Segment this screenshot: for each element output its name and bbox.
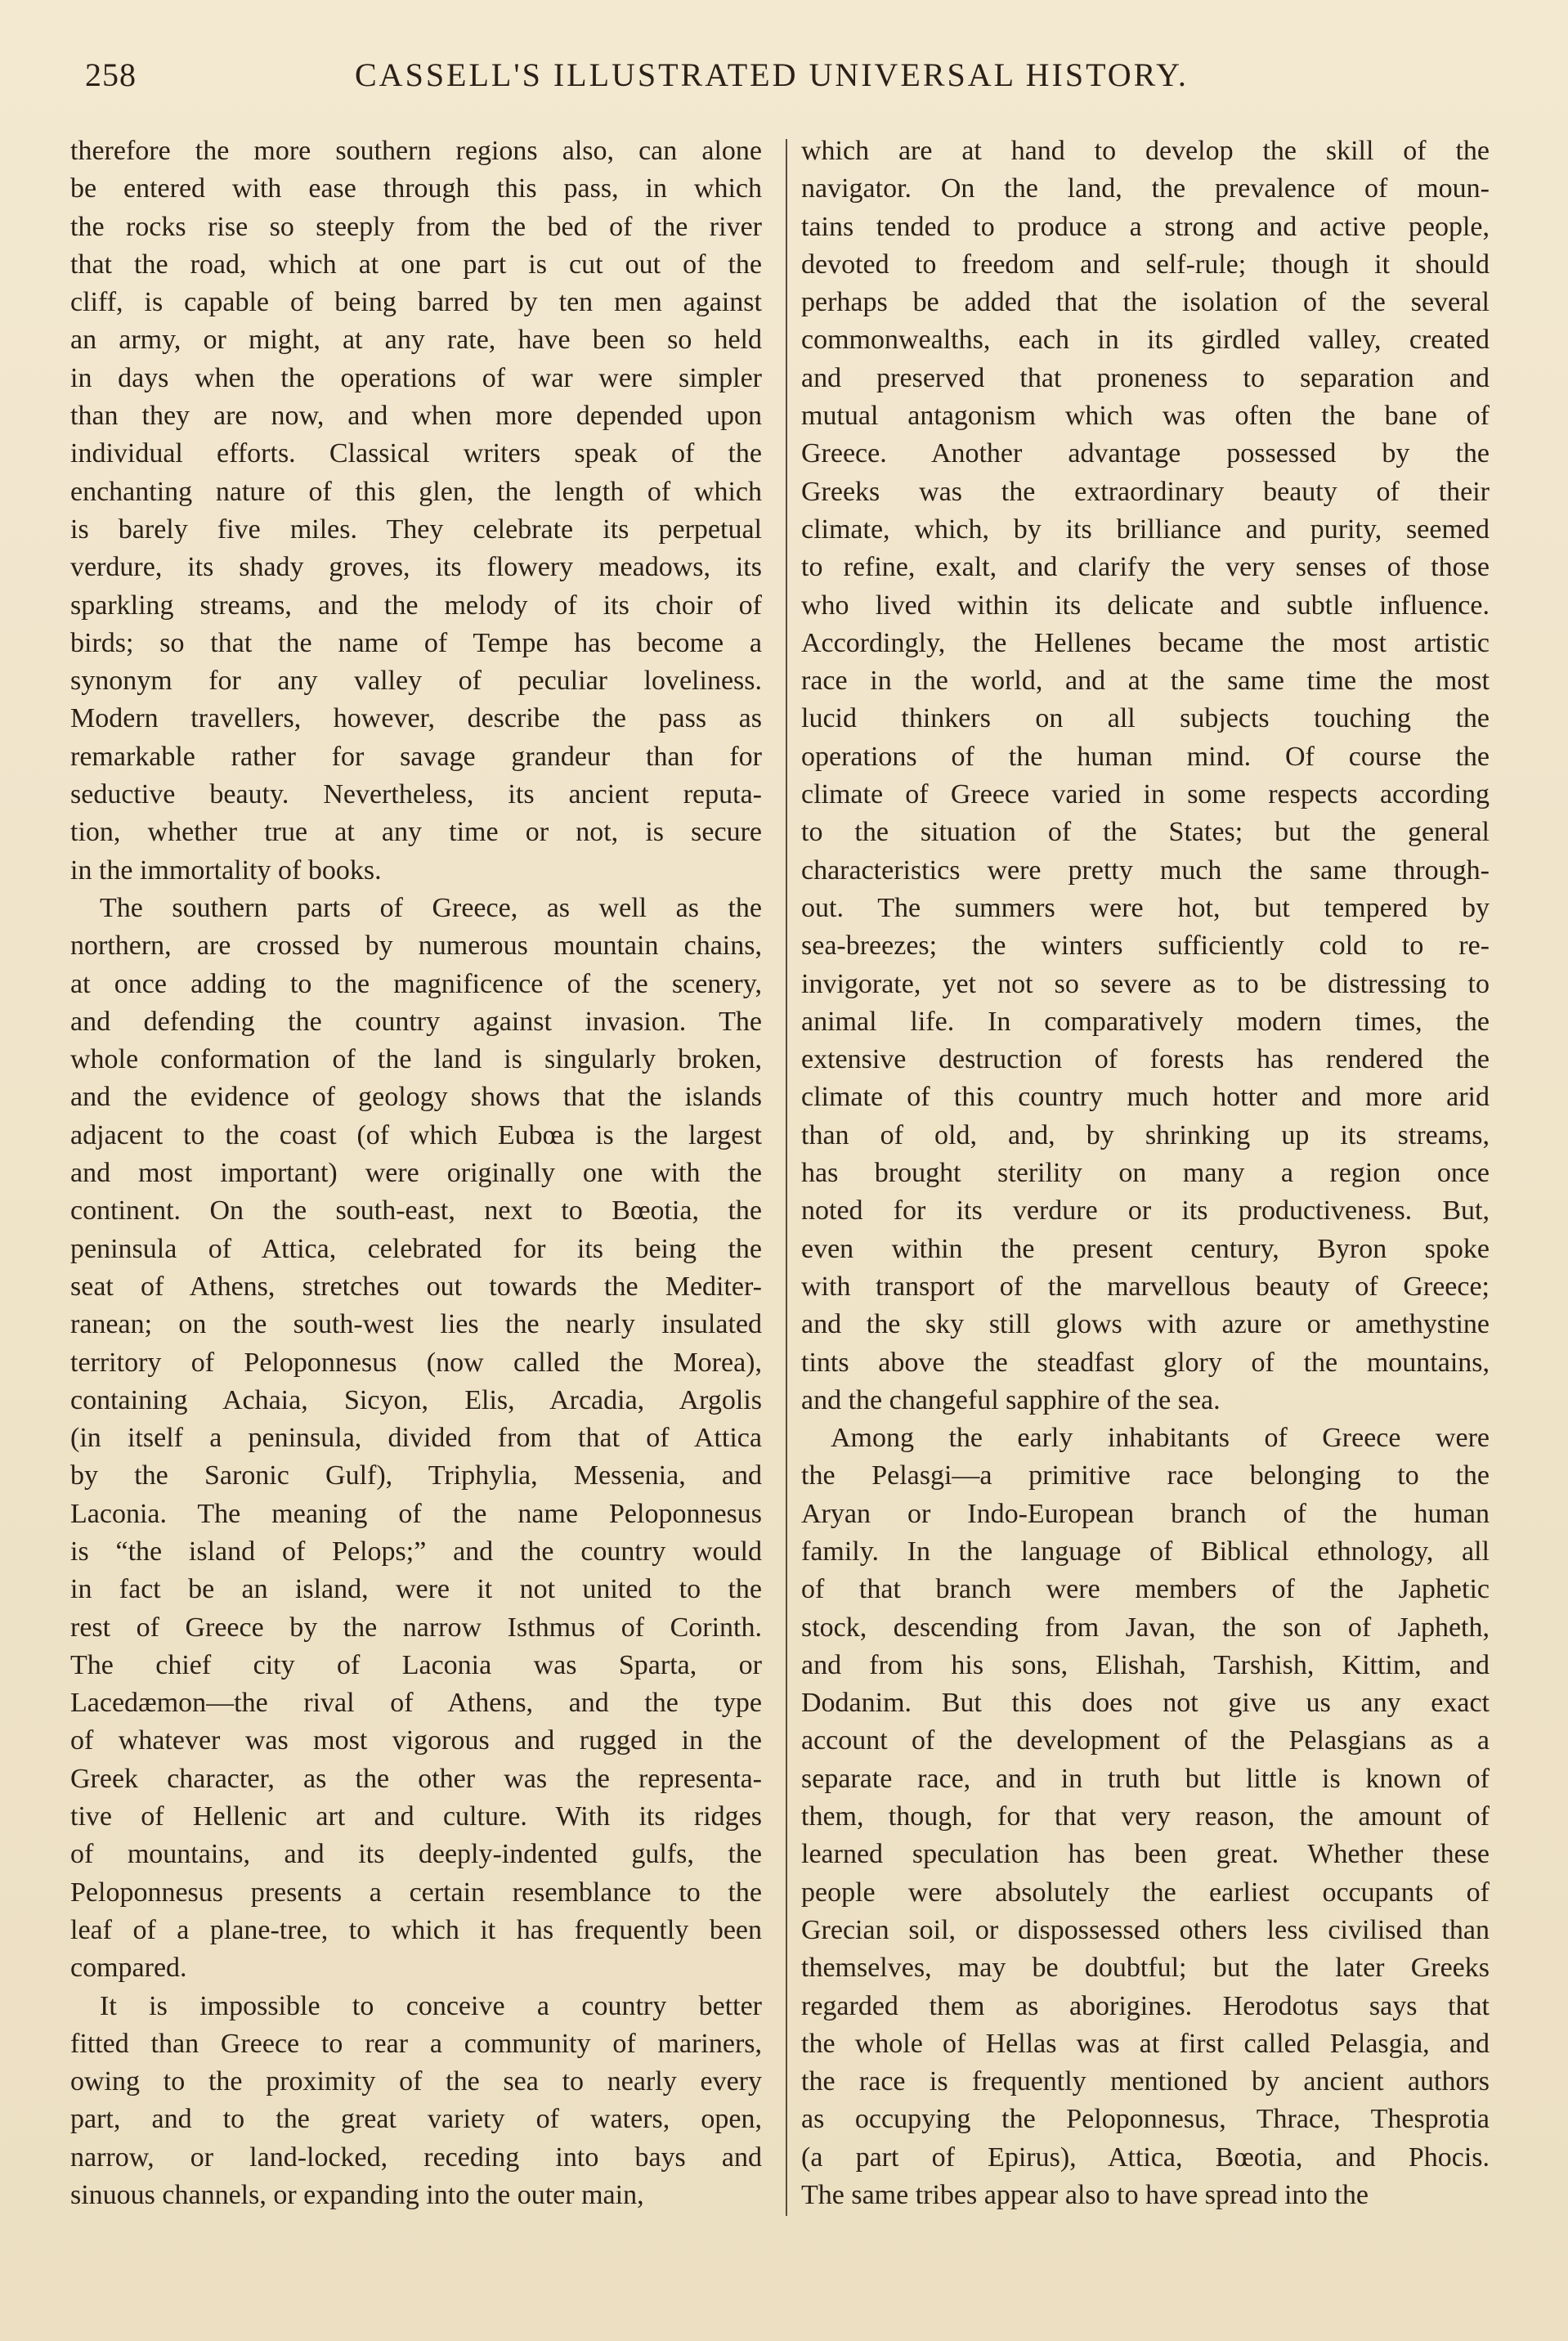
text-line: mutual antagonism which was often the bane of [801, 401, 1490, 432]
text-line: learned speculation has been great. Whether these [801, 1839, 1490, 1870]
text-line: the race is frequently mentioned by ancient authors [801, 2066, 1490, 2097]
text-line: Greek character, as the other was the representa- [70, 1763, 762, 1794]
text-line: and the sky still glows with azure or amethystine [801, 1309, 1490, 1340]
text-line: enchanting nature of this glen, the length of which [70, 476, 762, 507]
text-line: operations of the human mind. Of course the [801, 741, 1490, 772]
text-line: continent. On the south-east, next to Bœotia, the [70, 1195, 762, 1227]
text-line: an army, or might, at any rate, have been so held [70, 325, 762, 356]
right-column [801, 132, 1490, 2214]
text-line: tive of Hellenic art and culture. With its ridges [70, 1801, 762, 1832]
text-line: who lived within its delicate and subtle influence. [801, 590, 1490, 621]
text-line: compared. [70, 1953, 187, 1984]
text-line: whole conformation of the land is singularly broken, [70, 1044, 762, 1075]
text-line: by the Saronic Gulf), Triphylia, Messenia, and [70, 1460, 762, 1491]
text-line: than they are now, and when more depended upon [70, 401, 762, 432]
text-line: Among the early inhabitants of Greece were [831, 1423, 1490, 1454]
text-line: to the situation of the States; but the general [801, 817, 1490, 848]
text-line: individual efforts. Classical writers speak of the [70, 438, 762, 469]
text-line: is barely five miles. They celebrate its perpetual [70, 513, 762, 545]
text-line: cliff, is capable of being barred by ten men against [70, 287, 762, 318]
text-line: owing to the proximity of the sea to nearly every [70, 2066, 762, 2097]
text-line: the Pelasgi—a primitive race belonging to the [801, 1460, 1490, 1491]
text-line: rest of Greece by the narrow Isthmus of Corinth. [70, 1612, 762, 1643]
text-line: tion, whether true at any time or not, is secure [70, 817, 762, 848]
text-line: Peloponnesus presents a certain resemblance to the [70, 1877, 762, 1908]
text-line: Accordingly, the Hellenes became the most artistic [801, 627, 1490, 658]
text-line: commonwealths, each in its girdled valley, created [801, 325, 1490, 356]
text-line: fitted than Greece to rear a community of mariners, [70, 2028, 762, 2059]
text-line: with transport of the marvellous beauty of Greece; [801, 1271, 1490, 1302]
text-line: sea-breezes; the winters sufficiently cold to re- [801, 931, 1490, 962]
text-line: the whole of Hellas was at first called Pelasgia, and [801, 2028, 1490, 2059]
text-line: climate, which, by its brilliance and purity, seemed [801, 513, 1490, 545]
text-line: of that branch were members of the Japhetic [801, 1574, 1490, 1605]
text-line: (a part of Epirus), Attica, Bœotia, and Phocis. [801, 2141, 1490, 2173]
text-line: of mountains, and its deeply-indented gulfs, the [70, 1839, 762, 1870]
text-line: perhaps be added that the isolation of the several [801, 287, 1490, 318]
text-line: than of old, and, by shrinking up its streams, [801, 1119, 1490, 1150]
text-line: northern, are crossed by numerous mountain chains, [70, 931, 762, 962]
text-line: invigorate, yet not so severe as to be distressing to [801, 968, 1490, 999]
text-line: containing Achaia, Sicyon, Elis, Arcadia, Argolis [70, 1384, 762, 1415]
text-line: The chief city of Laconia was Sparta, or [70, 1649, 762, 1680]
text-line: peninsula of Attica, celebrated for its being the [70, 1233, 762, 1264]
text-line: sinuous channels, or expanding into the outer main, [70, 2180, 644, 2211]
text-line: remarkable rather for savage grandeur than for [70, 741, 762, 772]
text-line: family. In the language of Biblical ethnology, all [801, 1536, 1490, 1567]
text-line: narrow, or land-locked, receding into bays and [70, 2141, 762, 2173]
text-line: The same tribes appear also to have spread into the [801, 2180, 1369, 2211]
text-line: verdure, its shady groves, its flowery meadows, its [70, 552, 762, 583]
text-line: and defending the country against invasion. The [70, 1006, 762, 1037]
text-line: of whatever was most vigorous and rugged in the [70, 1725, 762, 1756]
text-line: seat of Athens, stretches out towards the Mediter- [70, 1271, 762, 1302]
text-line: therefore the more southern regions also, can alone [70, 136, 762, 166]
text-line: navigator. On the land, the prevalence of moun- [801, 173, 1490, 204]
page-header [85, 56, 1490, 101]
running-title: CASSELL'S ILLUSTRATED UNIVERSAL HISTORY. [355, 56, 1189, 93]
text-line: It is impossible to conceive a country better [100, 1990, 762, 2021]
text-line: stock, descending from Javan, the son of Japheth, [801, 1612, 1490, 1643]
text-line: characteristics were pretty much the same through- [801, 854, 1490, 886]
text-line: regarded them as aborigines. Herodotus says that [801, 1990, 1490, 2021]
text-line: Laconia. The meaning of the name Peloponnesus [70, 1498, 762, 1529]
left-column [70, 132, 762, 2214]
text-line: (in itself a peninsula, divided from that of Attica [70, 1423, 762, 1454]
text-line: is “the island of Pelops;” and the country would [70, 1536, 762, 1567]
text-line: leaf of a plane-tree, to which it has frequently been [70, 1914, 762, 1945]
text-line: even within the present century, Byron spoke [801, 1233, 1490, 1264]
text-line: and most important) were originally one with the [70, 1158, 762, 1189]
text-line: Grecian soil, or dispossessed others less civilised than [801, 1914, 1490, 1945]
text-line: birds; so that the name of Tempe has become a [70, 627, 762, 658]
text-line: race in the world, and at the same time the most [801, 666, 1490, 697]
text-line: devoted to freedom and self-rule; though it should [801, 249, 1490, 280]
text-line: and the evidence of geology shows that the islands [70, 1082, 762, 1113]
page-number: 258 [85, 56, 137, 93]
text-line: synonym for any valley of peculiar loveliness. [70, 666, 762, 697]
text-line: separate race, and in truth but little is known of [801, 1763, 1490, 1794]
text-line: climate of this country much hotter and more arid [801, 1082, 1490, 1113]
text-line: and the changeful sapphire of the sea. [801, 1384, 1221, 1415]
text-line: as occupying the Peloponnesus, Thrace, Thesprotia [801, 2104, 1490, 2135]
text-line: in days when the operations of war were simpler [70, 362, 762, 393]
text-line: them, though, for that very reason, the amount of [801, 1801, 1490, 1832]
text-line: Modern travellers, however, describe the pass as [70, 703, 762, 734]
text-line: in fact be an island, were it not united to the [70, 1574, 762, 1605]
text-line: tints above the steadfast glory of the mountains, [801, 1347, 1490, 1378]
text-line: part, and to the great variety of waters, open, [70, 2104, 762, 2135]
text-line: climate of Greece varied in some respects according [801, 779, 1490, 810]
text-line: be entered with ease through this pass, in which [70, 173, 762, 204]
text-line: sparkling streams, and the melody of its choir of [70, 590, 762, 621]
text-line: seductive beauty. Nevertheless, its ancient reputa- [70, 779, 762, 810]
text-line: people were absolutely the earliest occupants of [801, 1877, 1490, 1908]
text-line: has brought sterility on many a region once [801, 1158, 1490, 1189]
text-line: ranean; on the south-west lies the nearly insulated [70, 1309, 762, 1340]
text-line: that the road, which at one part is cut out of the [70, 249, 762, 280]
text-line: adjacent to the coast (of which Eubœa is the largest [70, 1119, 762, 1150]
text-line: extensive destruction of forests has rendered the [801, 1044, 1490, 1075]
column-divider [786, 139, 787, 2216]
text-line: the rocks rise so steeply from the bed of the river [70, 211, 762, 242]
text-line: tains tended to produce a strong and active people, [801, 211, 1490, 242]
text-line: and preserved that proneness to separation and [801, 362, 1490, 393]
text-line: The southern parts of Greece, as well as the [100, 892, 762, 923]
text-line: animal life. In comparatively modern times, the [801, 1006, 1490, 1037]
text-line: lucid thinkers on all subjects touching the [801, 703, 1490, 734]
text-line: Aryan or Indo-European branch of the human [801, 1498, 1490, 1529]
text-line: Greece. Another advantage possessed by the [801, 438, 1490, 469]
text-line: to refine, exalt, and clarify the very senses of those [801, 552, 1490, 583]
text-line: themselves, may be doubtful; but the later Greeks [801, 1953, 1490, 1984]
text-line: account of the development of the Pelasgians as a [801, 1725, 1490, 1756]
text-line: and from his sons, Elishah, Tarshish, Kittim, and [801, 1649, 1490, 1680]
text-line: which are at hand to develop the skill of the [801, 136, 1490, 166]
text-line: Lacedæmon—the rival of Athens, and the type [70, 1688, 762, 1719]
text-line: at once adding to the magnificence of the scenery, [70, 968, 762, 999]
text-line: territory of Peloponnesus (now called the Morea), [70, 1347, 762, 1378]
text-line: Greeks was the extraordinary beauty of their [801, 476, 1490, 507]
text-line: noted for its verdure or its productiveness. But, [801, 1195, 1490, 1227]
text-line: in the immortality of books. [70, 854, 382, 886]
text-line: out. The summers were hot, but tempered by [801, 892, 1490, 923]
text-line: Dodanim. But this does not give us any exact [801, 1688, 1490, 1719]
